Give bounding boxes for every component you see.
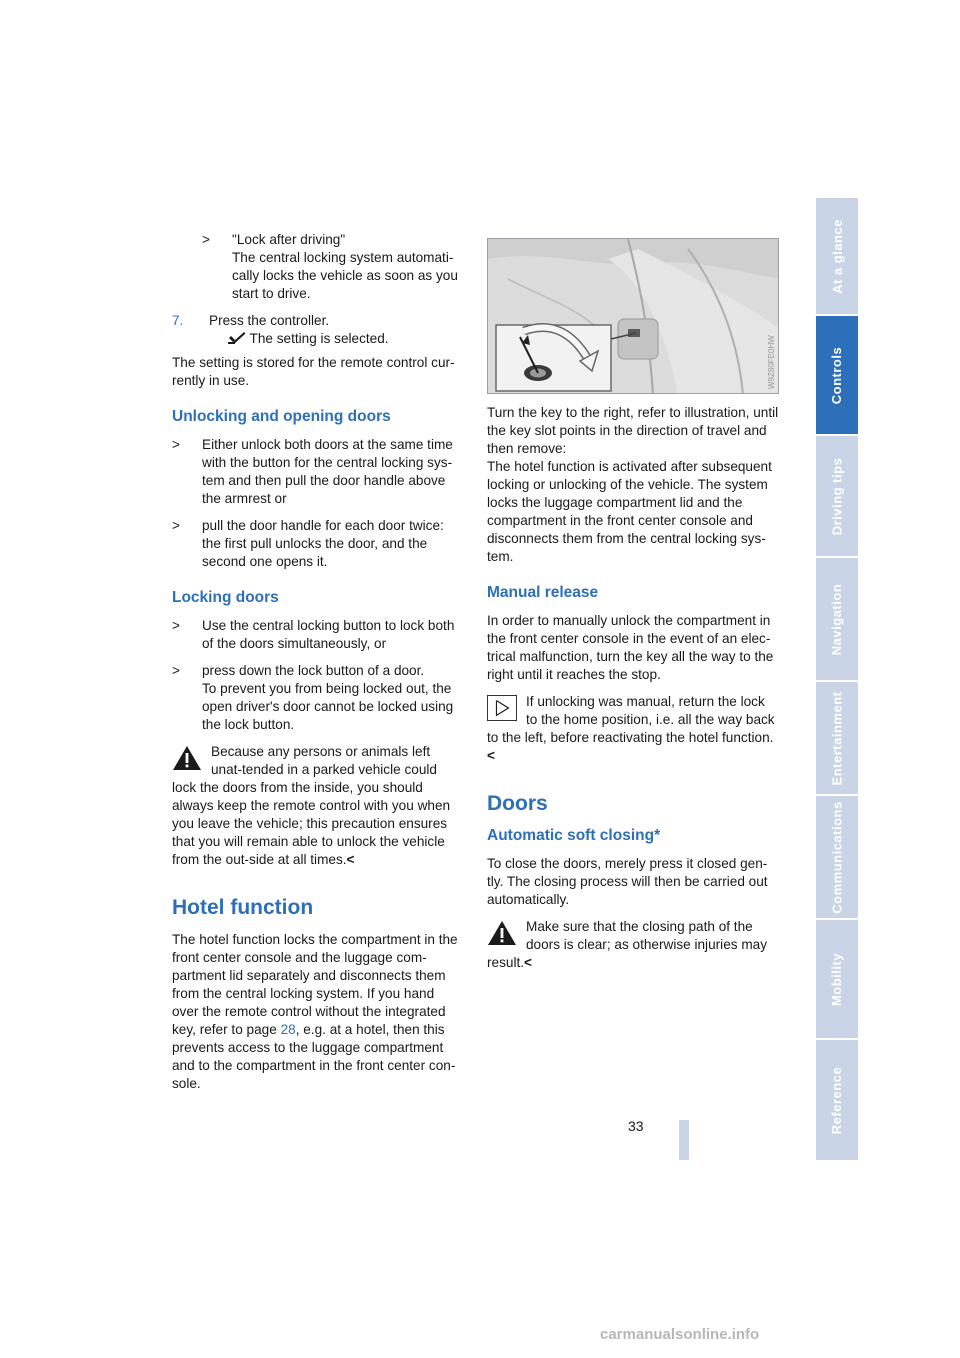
- tab-at-a-glance[interactable]: At a glance: [816, 198, 858, 316]
- unlocking-bullet-2: > pull the door handle for each door twice: the first pull unlocks the door, and the second one opens it.: [172, 518, 444, 569]
- bullet-title: "Lock after driving": [232, 232, 346, 247]
- page-number: 33: [628, 1118, 644, 1134]
- warning-triangle-icon: [487, 920, 517, 946]
- heading-hotel-function: Hotel function: [172, 896, 314, 919]
- tab-reference[interactable]: Reference: [829, 1066, 845, 1134]
- tab-navigation[interactable]: Navigation: [816, 558, 858, 682]
- right-column: [487, 404, 779, 972]
- note-block-manual-release: If unlocking was manual, return the lock to the home position, i.e. all the way back to the left, before reactivating the hotel function.<: [487, 694, 775, 763]
- step-text: Press the controller.: [209, 313, 330, 328]
- step-7: 7. Press the controller. The setting is selected.: [172, 312, 464, 348]
- bullet-text: The central locking system automati-cally locks the vehicle as soon as you start to drive.: [232, 250, 458, 301]
- illustration-code: W9Z80FE0HW: [767, 335, 776, 389]
- left-column: [172, 231, 464, 1093]
- warning-triangle-icon: [172, 745, 202, 771]
- heading-unlocking-doors: Unlocking and opening doors: [172, 408, 391, 425]
- console-key-image: [488, 239, 779, 394]
- turn-key-text: Turn the key to the right, refer to illustration, until the key slot points in the direction of travel and then remove:: [487, 405, 779, 456]
- heading-manual-release: Manual release: [487, 584, 599, 601]
- step-selected-line: The setting is selected.: [209, 330, 464, 348]
- hotel-activated-text: The hotel function is activated after subsequent locking or unlocking of the vehicle. The system locks the luggage compartment lid and the compartment in the front center console and disconnects them from the central locking sys-tem.: [487, 459, 772, 564]
- heading-locking-doors: Locking doors: [172, 589, 279, 606]
- hotel-function-illustration: [487, 238, 779, 394]
- page-number-bar: [679, 1120, 689, 1160]
- section-tabs: [816, 198, 858, 1160]
- watermark: carmanualsonline.info: [600, 1326, 760, 1343]
- bullet-lock-after-driving: > "Lock after driving" The central locking system automati-cally locks the vehicle as soon as you start to drive.: [202, 231, 464, 303]
- unlocking-bullet-1: > Either unlock both doors at the same time with the button for the central locking sys-tem and then pull the door handle above the armrest or: [172, 437, 453, 506]
- warning-block-soft-closing: Make sure that the closing path of the doors is clear; as otherwise injuries may result.<: [487, 919, 768, 970]
- stored-setting-text: The setting is stored for the remote control cur-rently in use.: [172, 355, 455, 388]
- locking-bullet-1: > Use the central locking button to lock both of the doors simultaneously, or: [172, 618, 455, 651]
- page-28-link[interactable]: 28: [280, 1022, 296, 1037]
- hotel-function-text: The hotel function locks the compartment in the front center console and the luggage com-partment lid separately and disconnects them from the central locking system. If you hand over the remote control without the integrated key, refer to page 28, e.g. at a hotel, then this prevents access to the luggage compartment and to the compartment in the front center con-sole.: [172, 932, 458, 1091]
- manual-release-text: In order to manually unlock the compartment in the front center console in the event of an elec-trical malfunction, turn the key all the way to the right until it reaches the stop.: [487, 613, 774, 682]
- soft-closing-text: To close the doors, merely press it closed gen-tly. The closing process will then be carried out automatically.: [487, 856, 768, 907]
- heading-doors: Doors: [487, 792, 548, 815]
- warning-block-locking: Because any persons or animals left unat-tended in a parked vehicle could lock the doors from the inside, you should always keep the remote control with you when you leave the vehicle; this precaution ensures that you will remain able to unlock the vehicle from the out-side at all times.<: [172, 744, 451, 867]
- tab-driving-tips[interactable]: Driving tips: [816, 436, 858, 558]
- tab-controls[interactable]: Controls: [816, 316, 858, 436]
- tab-communications[interactable]: Communications: [816, 796, 858, 920]
- tab-mobility[interactable]: Mobility: [816, 920, 858, 1040]
- locking-bullet-2: > press down the lock button of a door. To prevent you from being locked out, the open driver's door cannot be locked using the lock button.: [172, 663, 454, 732]
- checkmark-icon: [228, 331, 246, 345]
- note-triangle-icon: [487, 695, 517, 721]
- heading-automatic-soft-closing: Automatic soft closing*: [487, 827, 661, 844]
- tab-entertainment[interactable]: Entertainment: [816, 682, 858, 796]
